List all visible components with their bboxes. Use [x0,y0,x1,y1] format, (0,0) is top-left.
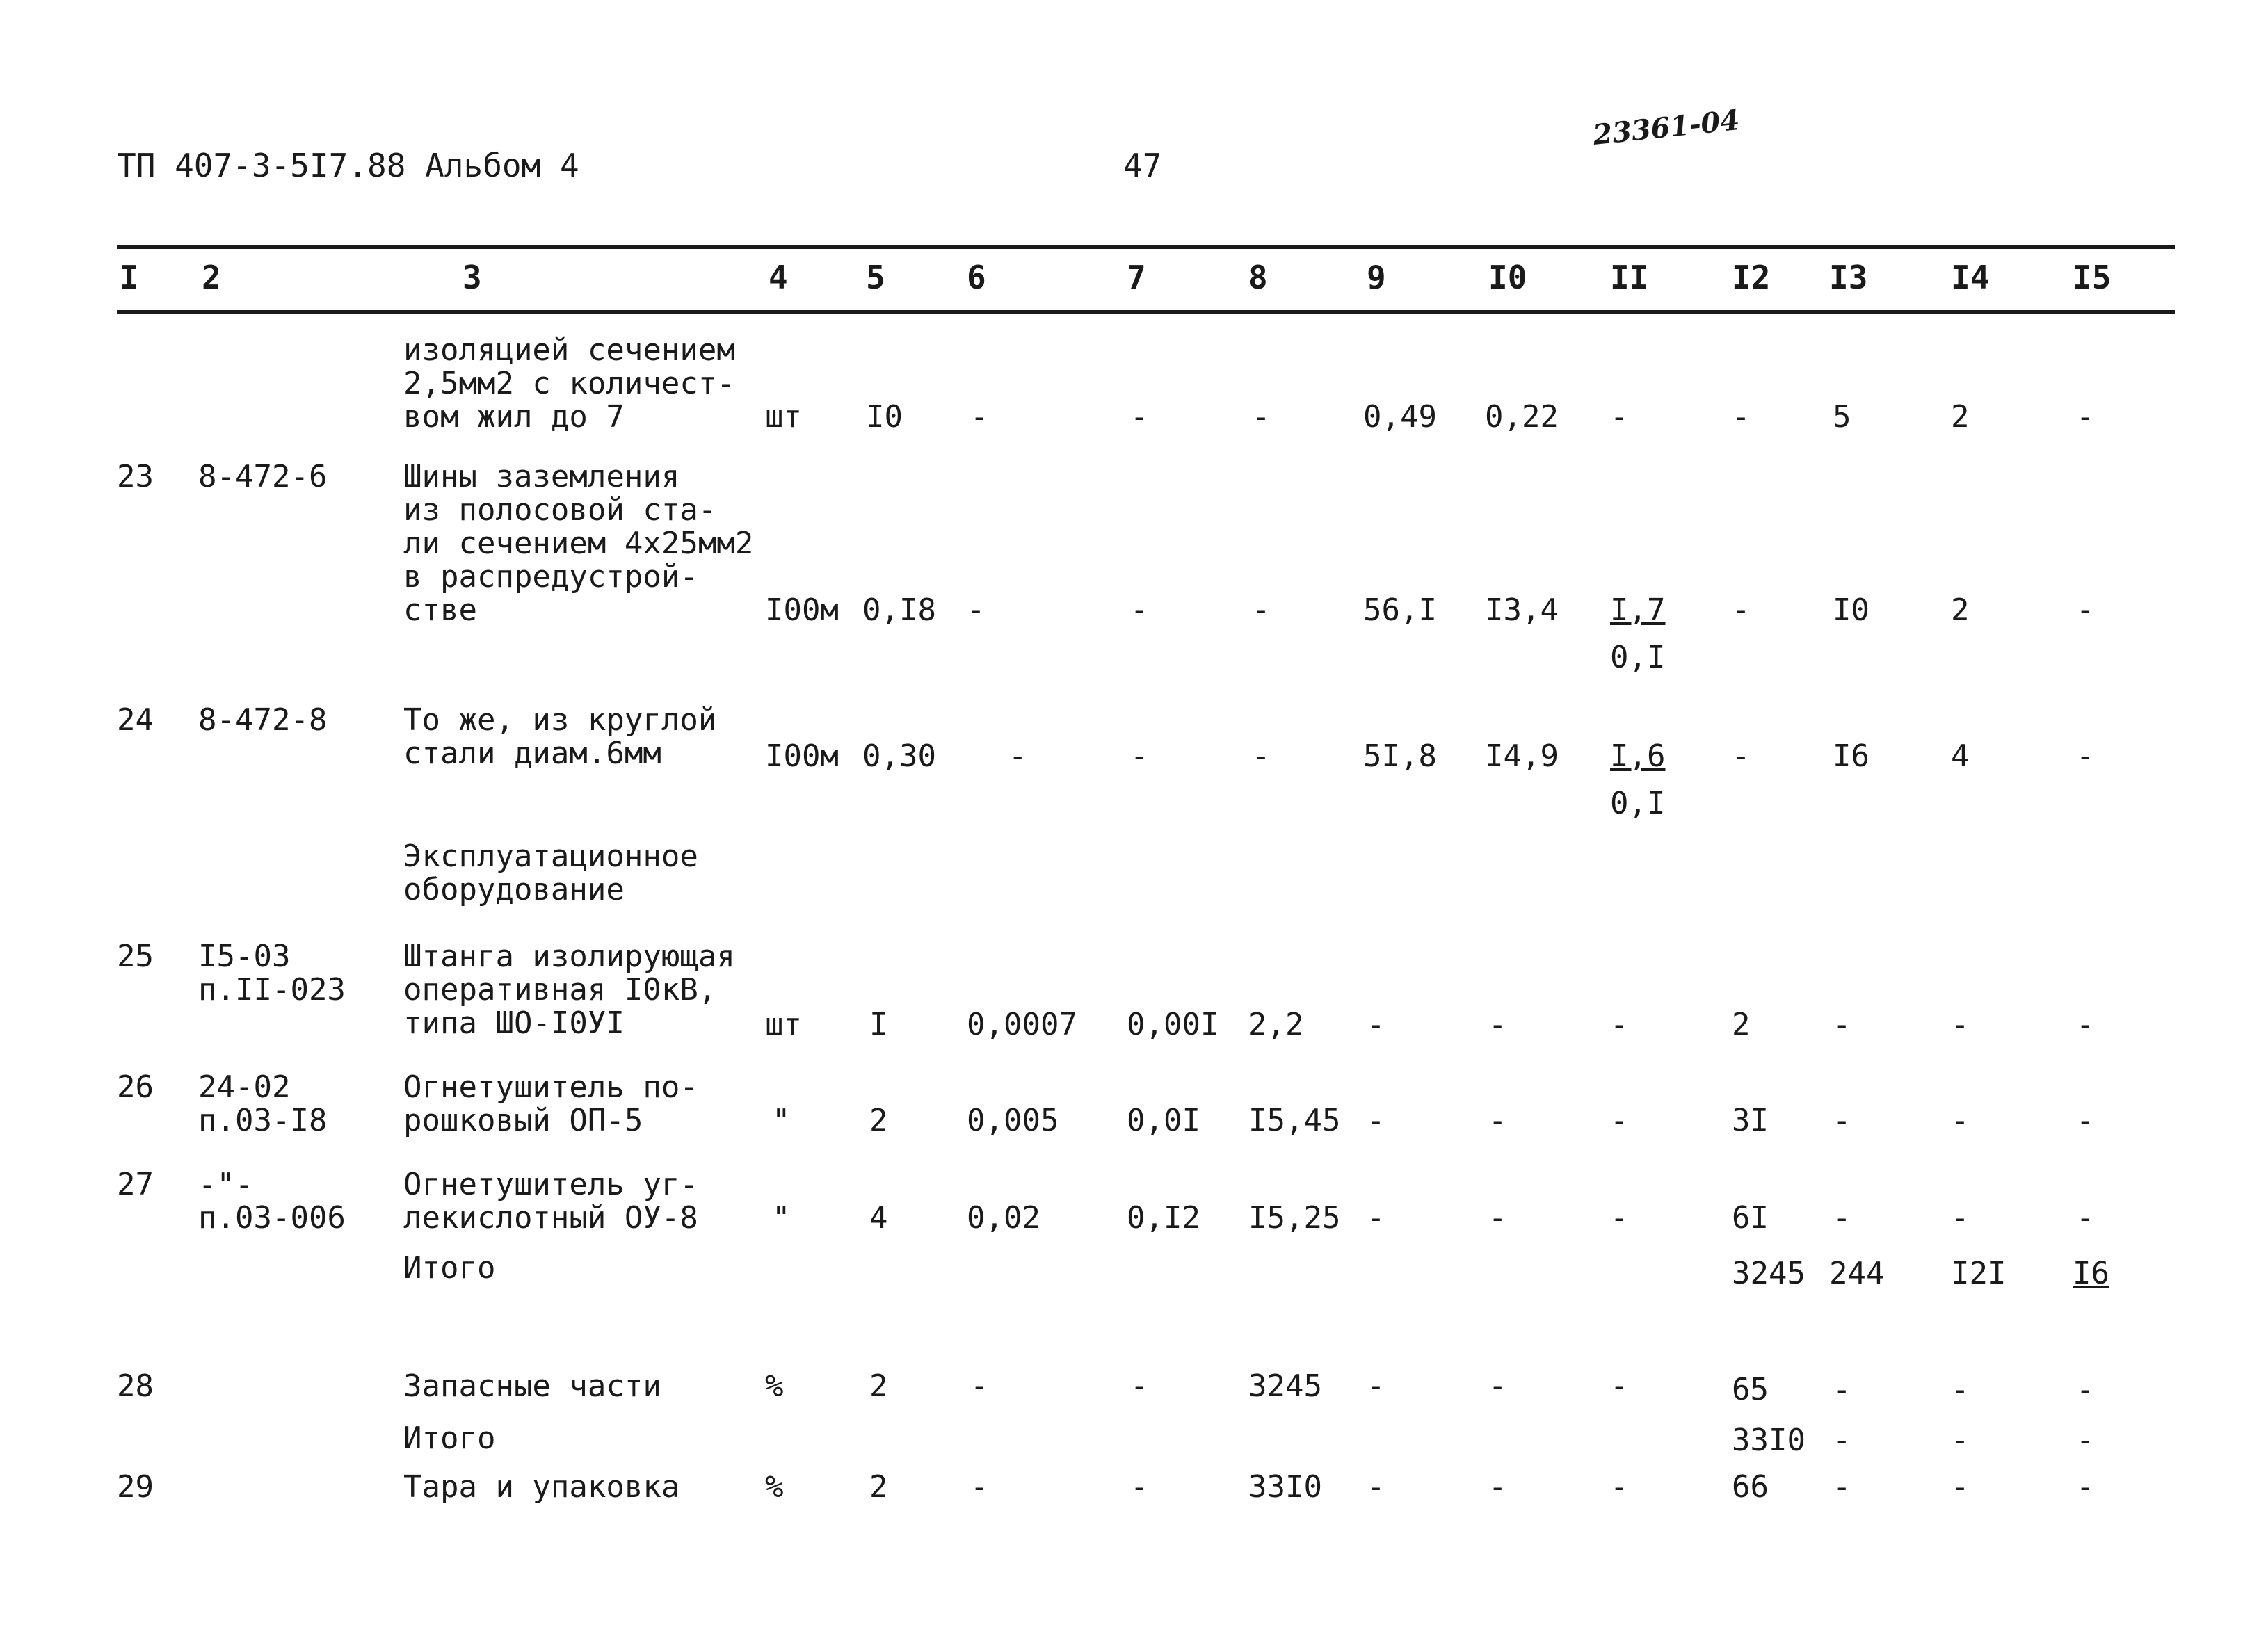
row24-c12: - [1732,738,1751,774]
row23-desc: Шины заземления из полосовой ста- ли сечением 4х25мм2 в распредустрой- стве [403,459,754,628]
row0-c7: - [1130,399,1149,435]
row0-c10: 0,22 [1485,399,1559,435]
row24-qty: 0,30 [862,738,936,774]
row24-c9: 5I,8 [1363,738,1437,774]
table-header-rule [117,310,2175,314]
row28-c10: - [1488,1368,1507,1404]
row26-c14: - [1951,1103,1970,1138]
row27-c15: - [2076,1200,2095,1236]
row23-c8: - [1252,592,1271,628]
row24-c14: 4 [1951,738,1970,774]
row25-c6: 0,0007 [967,1007,1077,1042]
row28-c7: - [1130,1368,1149,1404]
row24-desc: То же, из круглой стали диам.6мм [403,702,717,771]
row25-unit: шт [765,1007,802,1042]
col-header-4: 4 [769,259,788,296]
subtotal-c13: 244 [1829,1256,1885,1291]
row27-num: 27 [117,1167,154,1202]
row24-c6: - [1008,738,1027,774]
row29-c8: 33I0 [1248,1469,1322,1505]
col-header-2: 2 [202,259,221,296]
row23-c6: - [967,592,986,628]
row27-c11: - [1610,1200,1629,1236]
row29-c7: - [1130,1469,1149,1505]
row25-desc: Штанга изолирующая оперативная I0кВ, типа ШО-I0УI [403,939,735,1041]
row23-c14: 2 [1951,592,1970,628]
row0-c12: - [1732,399,1751,435]
row23-c13: I0 [1833,592,1869,628]
subtotal2-label: Итого [403,1421,496,1456]
row0-qty: I0 [866,399,903,435]
row26-c11: - [1610,1103,1629,1138]
row25-c12: 2 [1732,1007,1751,1042]
row24-c11b: 0,I [1610,786,1666,821]
row26-c13: - [1833,1103,1851,1138]
row23-qty: 0,I8 [862,592,936,628]
col-header-8: 8 [1248,259,1268,296]
row0-c13: 5 [1833,399,1851,435]
col-header-15: I5 [2073,259,2112,296]
row24-c15: - [2076,738,2095,774]
page-number: 47 [1123,147,1162,184]
row24-code: 8-472-8 [198,702,328,738]
row27-c9: - [1367,1200,1385,1236]
row27-c8: I5,25 [1248,1200,1341,1236]
row25-qty: I [869,1007,888,1042]
col-header-14: I4 [1951,259,1990,296]
row0-c6: - [970,399,989,435]
row25-c9: - [1367,1007,1385,1042]
row28-c6: - [970,1368,989,1404]
row28-c15: - [2076,1372,2095,1407]
row26-c9: - [1367,1103,1385,1138]
row0-c9: 0,49 [1363,399,1437,435]
subtotal-c12: 3245 [1732,1256,1805,1291]
row28-c13: - [1833,1372,1851,1407]
row29-c15: - [2076,1469,2095,1505]
row25-c14: - [1951,1007,1970,1042]
row25-c8: 2,2 [1248,1007,1304,1042]
row27-code: -"- п.03-006 [198,1167,346,1236]
row27-qty: 4 [869,1200,888,1236]
row0-c11: - [1610,399,1629,435]
row28-c11: - [1610,1368,1629,1404]
row0-desc: изоляцией сечением 2,5мм2 с количест- вом жил до 7 [403,332,735,435]
row28-c8: 3245 [1248,1368,1322,1404]
row24-c10: I4,9 [1485,738,1559,774]
row23-c11b: 0,I [1610,640,1666,675]
handwritten-note: 23361-04 [1591,104,1742,152]
row27-c7: 0,I2 [1127,1200,1200,1236]
row26-num: 26 [117,1069,154,1105]
col-header-1: I [120,259,139,296]
row29-qty: 2 [869,1469,888,1505]
row26-c6: 0,005 [967,1103,1059,1138]
row26-qty: 2 [869,1103,888,1138]
row25-c7: 0,00I [1127,1007,1219,1042]
row29-c11: - [1610,1469,1629,1505]
row29-c6: - [970,1469,989,1505]
col-header-10: I0 [1488,259,1527,296]
row27-c12: 6I [1732,1200,1769,1236]
row27-c13: - [1833,1200,1851,1236]
col-header-5: 5 [866,259,885,296]
subtotal2-c12: 33I0 [1732,1423,1805,1458]
row28-unit: % [765,1368,784,1404]
row23-c7: - [1130,592,1149,628]
col-header-11: II [1610,259,1649,296]
table-top-rule [117,245,2175,249]
col-header-3: 3 [463,259,482,296]
row28-desc: Запасные части [403,1368,661,1404]
subtotal-c14: I2I [1951,1256,2006,1291]
row26-c15: - [2076,1103,2095,1138]
row26-desc: Огнетушитель по- рошковый ОП-5 [403,1069,698,1138]
row29-c12: 66 [1732,1469,1769,1505]
row29-desc: Тара и упаковка [403,1469,680,1505]
row28-num: 28 [117,1368,154,1404]
row23-code: 8-472-6 [198,459,328,494]
col-header-9: 9 [1367,259,1386,296]
row24-unit: I00м [765,738,839,774]
subtotal-label: Итого [403,1250,496,1286]
row27-desc: Огнетушитель уг- лекислотный ОУ-8 [403,1167,698,1236]
row24-c13: I6 [1833,738,1869,774]
subtotal2-c13: - [1833,1423,1851,1458]
row23-num: 23 [117,459,154,494]
row24-c8: - [1252,738,1271,774]
row27-c10: - [1488,1200,1507,1236]
row0-c8: - [1252,399,1271,435]
row25-c10: - [1488,1007,1507,1042]
row27-unit: " [772,1200,791,1236]
row29-unit: % [765,1469,784,1505]
row29-num: 29 [117,1469,154,1505]
row26-c8: I5,45 [1248,1103,1341,1138]
row26-c12: 3I [1732,1103,1769,1138]
row25-code: I5-03 п.II-023 [198,939,346,1008]
row29-c14: - [1951,1469,1970,1505]
col-header-12: I2 [1732,259,1771,296]
row24-c7: - [1130,738,1149,774]
row0-unit: шт [765,399,802,435]
row29-c10: - [1488,1469,1507,1505]
row28-c9: - [1367,1368,1385,1404]
row25-c11: - [1610,1007,1629,1042]
row27-c6: 0,02 [967,1200,1040,1236]
doc-reference: ТП 407-3-5I7.88 Альбом 4 [117,147,579,184]
subtotal2-c14: - [1951,1423,1970,1458]
row23-c12: - [1732,592,1751,628]
row24-c11: I,6 [1610,738,1666,774]
row25-num: 25 [117,939,154,974]
row28-qty: 2 [869,1368,888,1404]
section-heading: Эксплуатационное оборудование [403,839,698,907]
row23-unit: I00м [765,592,839,628]
row29-c13: - [1833,1469,1851,1505]
col-header-6: 6 [967,259,986,296]
row26-unit: " [772,1103,791,1138]
row23-c15: - [2076,592,2095,628]
row25-c15: - [2076,1007,2095,1042]
row23-c9: 56,I [1363,592,1437,628]
row23-c10: I3,4 [1485,592,1559,628]
subtotal2-c15: - [2076,1423,2095,1458]
row0-c15: - [2076,399,2095,435]
row0-c14: 2 [1951,399,1970,435]
row25-c13: - [1833,1007,1851,1042]
row26-code: 24-02 п.03-I8 [198,1069,328,1138]
row23-c11: I,7 [1610,592,1666,628]
row24-num: 24 [117,702,154,738]
row26-c7: 0,0I [1127,1103,1200,1138]
row28-c12: 65 [1732,1372,1769,1407]
col-header-13: I3 [1829,259,1868,296]
col-header-7: 7 [1127,259,1146,296]
row29-c9: - [1367,1469,1385,1505]
row26-c10: - [1488,1103,1507,1138]
subtotal-c15: I6 [2073,1256,2109,1291]
row27-c14: - [1951,1200,1970,1236]
row28-c14: - [1951,1372,1970,1407]
